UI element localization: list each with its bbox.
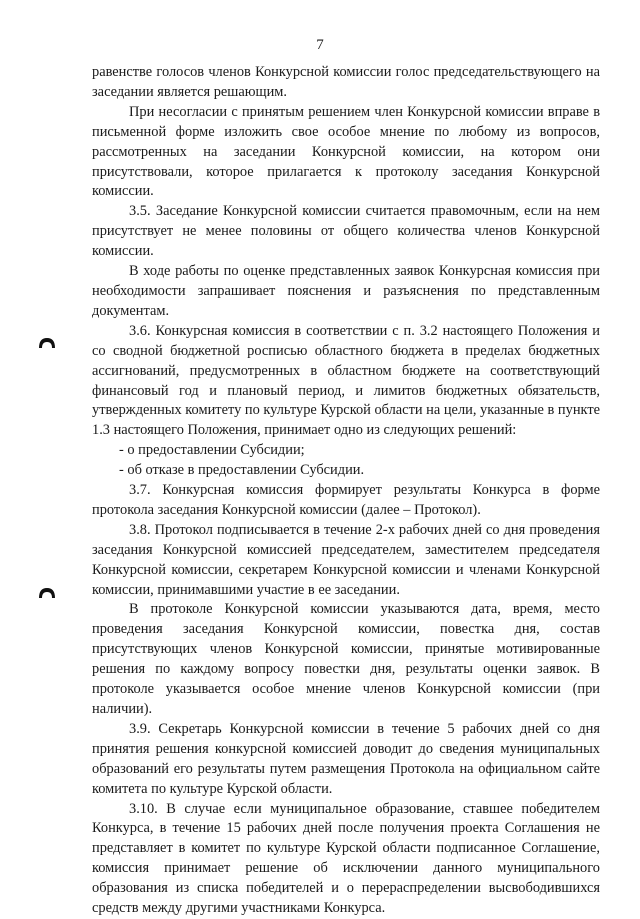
paragraph-3-8: 3.8. Протокол подписывается в течение 2-х рабочих дней со дня проведения заседания Конкурсной комиссией председателем, заместителем председателя Конкурсной комиссии, секретарем Конкурсной комиссии и членами Конкурсной комиссии, принимавшими участие в ее заседании.	[92, 521, 600, 598]
paragraph-3-5: 3.5. Заседание Конкурсной комиссии считается правомочным, если на нем присутствует не менее половины от общего количества членов Конкурсной комиссии.	[92, 203, 600, 260]
paragraph-dissent: При несогласии с принятым решением член Конкурсной комиссии вправе в письменной форме изложить свое особое мнение по любому из вопросов, рассмотренных на заседании Конкурсной комиссии, на котором они присутствовали, которое прилагается к протоколу заседания Конкурсной комиссии.	[92, 103, 600, 200]
paragraph-3-9: 3.9. Секретарь Конкурсной комиссии в течение 5 рабочих дней со дня принятия решения конкурсной комиссией доводит до сведения муниципальных образований его результаты путем размещения Протокола на официальном сайте комитета по культуре Курской области.	[92, 720, 600, 797]
list-item-refusal: - об отказе в предоставлении Субсидии.	[119, 462, 365, 479]
paragraph-3-6: 3.6. Конкурсная комиссия в соответствии с п. 3.2 настоящего Положения и со сводной бюджетной росписью областного бюджета в пределах бюджетных ассигнований, предусмотренных в областном бюджете на соответствующий финансовый год и плановый период, и лимитов бюджетных обязательств, утвержденных комитету по культуре Курской области на цели, указанные в пункте 1.3 настоящего Положения, принимает одно из следующих решений:	[92, 322, 600, 439]
punch-hole-mark-top	[38, 337, 56, 349]
paragraph-3-7: 3.7. Конкурсная комиссия формирует результаты Конкурса в форме протокола заседания Конкурсной комиссии (далее – Протокол).	[92, 482, 600, 518]
punch-hole-mark-bottom	[38, 587, 56, 599]
paragraph-3-10: 3.10. В случае если муниципальное образование, ставшее победителем Конкурса, в течение 15 рабочих дней после получения проекта Соглашения не представляет в комитет по культуре Курской области подписанное Соглашение, комиссия принимает решение об исключении данного муниципального образования из списка победителей и о перераспределении высвободившихся средств между другими участниками Конкурса.	[92, 800, 600, 917]
document-body	[92, 63, 600, 919]
paragraph-voting-continuation: равенстве голосов членов Конкурсной комиссии голос председательствующего на заседании является решающим.	[92, 64, 600, 100]
paragraph-protocol-contents: В протоколе Конкурсной комиссии указываются дата, время, место проведения заседания Конкурсной комиссии, повестка дня, состав присутствующих членов Конкурсной комиссии, принятые мотивированные решения по каждому вопросу повестки дня, результаты оценки заявок. В протоколе указывается особое мнение членов Конкурсной комиссии (при наличии).	[92, 601, 600, 717]
page-number: 7	[316, 37, 324, 53]
paragraph-evaluation: В ходе работы по оценке представленных заявок Конкурсная комиссия при необходимости запрашивает пояснения и разъяснения по представленным документам.	[92, 263, 600, 319]
list-item-grant: - о предоставлении Субсидии;	[119, 442, 305, 459]
